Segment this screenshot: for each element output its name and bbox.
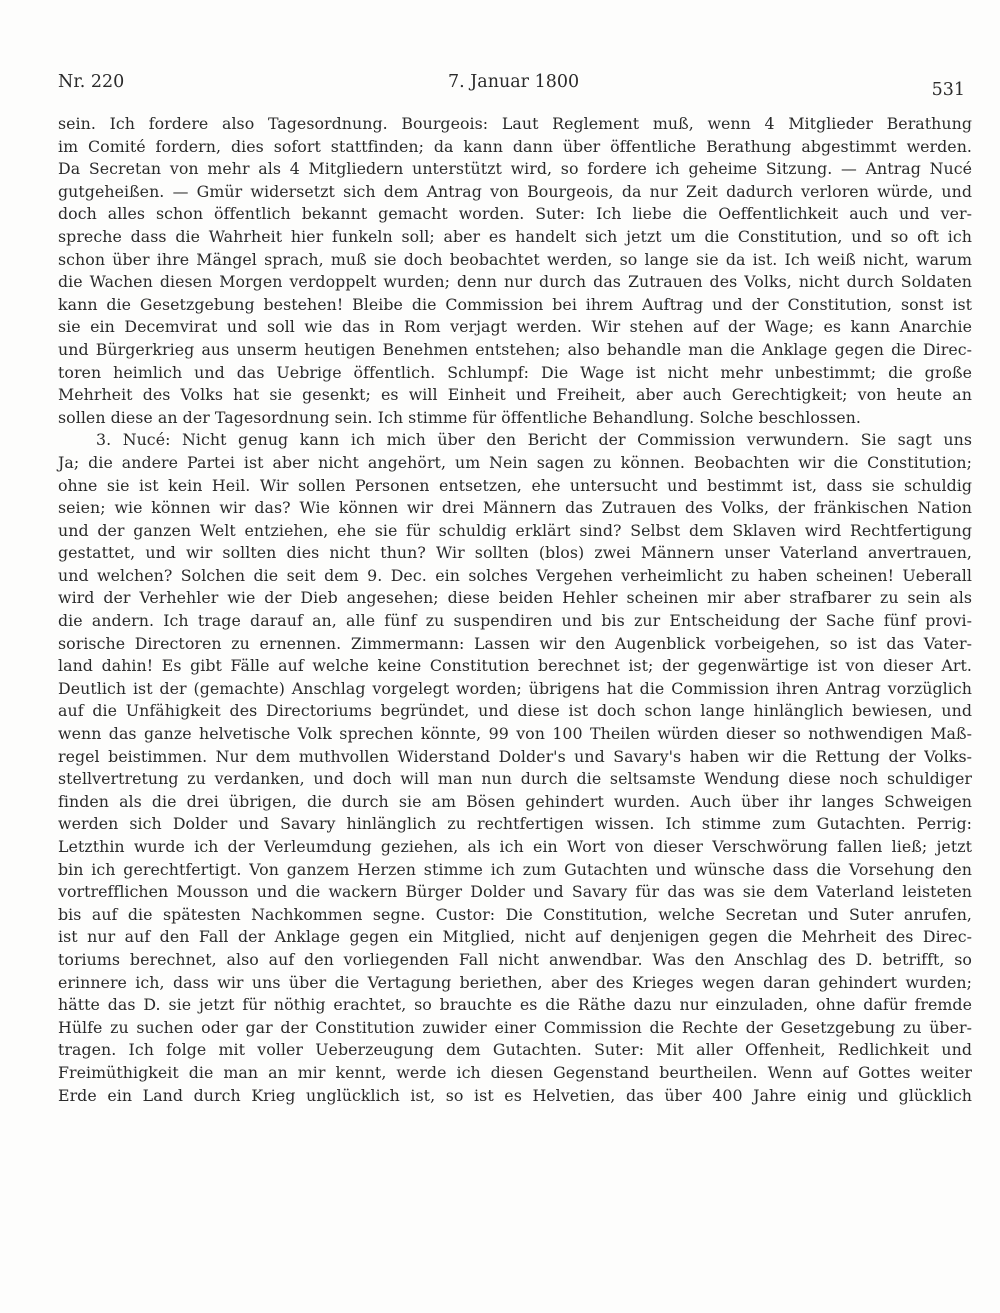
text-line: Ja; die andere Partei ist aber nicht angehört, um Nein sagen zu können. Beobachten wir die Constitution;: [58, 452, 972, 472]
text-line: und welchen? Solchen die seit dem 9. Dec. ein solches Vergehen verheimlicht zu haben scheinen! Ueberall: [58, 565, 972, 585]
text-line: kann die Gesetzgebung bestehen! Bleibe die Commission bei ihrem Auftrag und der Constitution, sonst ist: [58, 294, 972, 314]
text-line: sein. Ich fordere also Tagesordnung. Bourgeois: Laut Reglement muß, wenn 4 Mitglieder Berathung: [58, 114, 972, 133]
text-line: toriums berechnet, also auf den vorliegenden Fall nicht anwendbar. Was den Anschlag des D. betrifft, so: [58, 949, 972, 969]
text-line: Erde ein Land durch Krieg unglücklich ist, so ist es Helvetien, das über 400 Jahre einig und glücklich: [58, 1085, 972, 1105]
paragraph-start-line: 3. Nucé: Nicht genug kann ich mich über den Bericht der Commission verwundern. Sie sagt uns: [96, 430, 972, 450]
text-line: hätte das D. sie jetzt für nöthig erachtet, so brauchte es die Räthe dazu nur einzuladen, ohne dafür fremde: [58, 995, 972, 1015]
text-line: und der ganzen Welt entziehen, ehe sie für schuldig erklärt sind? Selbst dem Sklaven wird Rechtfertigung: [58, 520, 972, 540]
text-line: wird der Verhehler wie der Dieb angesehen; diese beiden Hehler scheinen mir aber strafbarer zu sein als: [58, 588, 972, 608]
text-line: Freimüthigkeit die man an mir kennt, werde ich diesen Gegenstand beurtheilen. Wenn auf Gottes weiter: [58, 1062, 972, 1082]
text-line: sie ein Decemvirat und soll wie das in Rom verjagt werden. Wir stehen auf der Wage; es kann Anarchie: [58, 317, 972, 337]
text-line: vortrefflichen Mousson und die wackern Bürger Dolder und Savary für das was sie dem Vaterland leisteten: [58, 882, 972, 902]
text-line: sollen diese an der Tagesordnung sein. Ich stimme für öffentliche Behandlung. Solche beschlossen.: [58, 407, 861, 427]
text-line: die andern. Ich trage darauf an, alle fünf zu suspendiren und bis zur Entscheidung der Sache fünf provi-: [58, 611, 972, 631]
text-line: seien; wie können wir das? Wie können wir drei Männern das Zutrauen des Volks, der fränkischen Nation: [58, 498, 972, 518]
text-line: werden sich Dolder und Savary hinlänglich zu rechtfertigen wissen. Ich stimme zum Gutachten. Perrig:: [58, 814, 972, 834]
document-date: 7. Januar 1800: [448, 72, 580, 92]
body-text: [58, 113, 972, 1107]
text-line: Da Secretan von mehr als 4 Mitgliedern unterstützt wird, so fordere ich geheime Sitzung. — Antrag Nucé: [58, 159, 972, 179]
text-line: ohne sie ist kein Heil. Wir sollen Personen entsetzen, ehe untersucht und bestimmt ist, dass sie schuldig: [58, 475, 972, 495]
text-line: toren heimlich und das Uebrige öffentlich. Schlumpf: Die Wage ist nicht mehr unbestimmt; die große: [58, 362, 972, 382]
document-number: Nr. 220: [58, 72, 125, 92]
text-line: auf die Unfähigkeit des Directoriums begründet, und diese ist doch schon lange hinlänglich bewiesen, und: [58, 701, 972, 721]
text-line: regel beistimmen. Nur dem muthvollen Widerstand Dolder's und Savary's haben wir die Rettung der Volks-: [58, 746, 972, 766]
text-line: die Wachen diesen Morgen verdoppelt wurden; denn nur durch das Zutrauen des Volks, nicht durch Soldaten: [58, 272, 972, 292]
text-line: ist nur auf den Fall der Anklage gegen ein Mitglied, nicht auf denjenigen gegen die Mehrheit des Direc-: [58, 927, 972, 947]
text-line: im Comité fordern, dies sofort stattfinden; da kann dann über öffentliche Berathung abgestimmt werden.: [58, 136, 972, 156]
text-line: erinnere ich, dass wir uns über die Vertagung beriethen, aber des Krieges wegen daran gehindert wurden;: [58, 972, 972, 992]
text-line: doch alles schon öffentlich bekannt gemacht worden. Suter: Ich liebe die Oeffentlichkeit auch und ver-: [58, 204, 972, 224]
text-line: gestattet, und wir sollten dies nicht thun? Wir sollten (blos) zwei Männern unser Vaterland anvertrauen,: [58, 543, 972, 563]
text-line: und Bürgerkrieg aus unserm heutigen Benehmen entstehen; also behandle man die Anklage gegen die Direc-: [58, 339, 972, 359]
text-line: bin ich gerechtfertigt. Von ganzem Herzen stimme ich zum Gutachten und wünsche dass die Vorsehung den: [58, 859, 972, 879]
text-line: sorische Directoren zu ernennen. Zimmermann: Lassen wir den Augenblick vorbeigehen, so ist das Vater-: [58, 633, 972, 653]
text-line: Deutlich ist der (gemachte) Anschlag vorgelegt worden; übrigens hat die Commission ihren Antrag vorzüglich: [58, 678, 972, 698]
page-header: [58, 72, 965, 98]
text-line: wenn das ganze helvetische Volk sprechen könnte, 99 von 100 Theilen würden dieser so nothwendigen Maß-: [58, 724, 972, 744]
text-line: finden als die drei übrigen, die durch sie am Bösen gehindert wurden. Auch über ihr langes Schweigen: [58, 791, 972, 811]
text-line: land dahin! Es gibt Fälle auf welche keine Constitution berechnet ist; der gegenwärtige ist von dieser Art.: [58, 656, 972, 676]
text-line: tragen. Ich folge mit voller Ueberzeugung dem Gutachten. Suter: Mit aller Offenheit, Redlichkeit und: [58, 1040, 972, 1060]
page-number: 531: [931, 80, 965, 100]
text-line: bis auf die spätesten Nachkommen segne. Custor: Die Constitution, welche Secretan und Suter anrufen,: [58, 904, 972, 924]
text-line: schon über ihre Mängel sprach, muß sie doch beobachtet werden, so lange sie da ist. Ich weiß nicht, warum: [58, 249, 972, 269]
text-line: stellvertretung zu verdanken, und doch will man nun durch die seltsamste Wendung diese noch schuldiger: [58, 769, 972, 789]
text-line: Mehrheit des Volks hat sie gesenkt; es will Einheit und Freiheit, aber auch Gerechtigkeit; von heute an: [58, 385, 972, 405]
text-line: Hülfe zu suchen oder gar der Constitution zuwider einer Commission die Rechte der Gesetzgebung zu über-: [58, 1017, 972, 1037]
text-line: spreche dass die Wahrheit hier funkeln soll; aber es handelt sich jetzt um die Constitution, und so oft ich: [58, 226, 972, 246]
text-line: Letzthin wurde ich der Verleumdung geziehen, als ich ein Wort von dieser Verschwörung fallen ließ; jetzt: [58, 837, 972, 856]
text-line: gutgeheißen. — Gmür widersetzt sich dem Antrag von Bourgeois, da nur Zeit dadurch verloren würde, und: [58, 181, 972, 201]
